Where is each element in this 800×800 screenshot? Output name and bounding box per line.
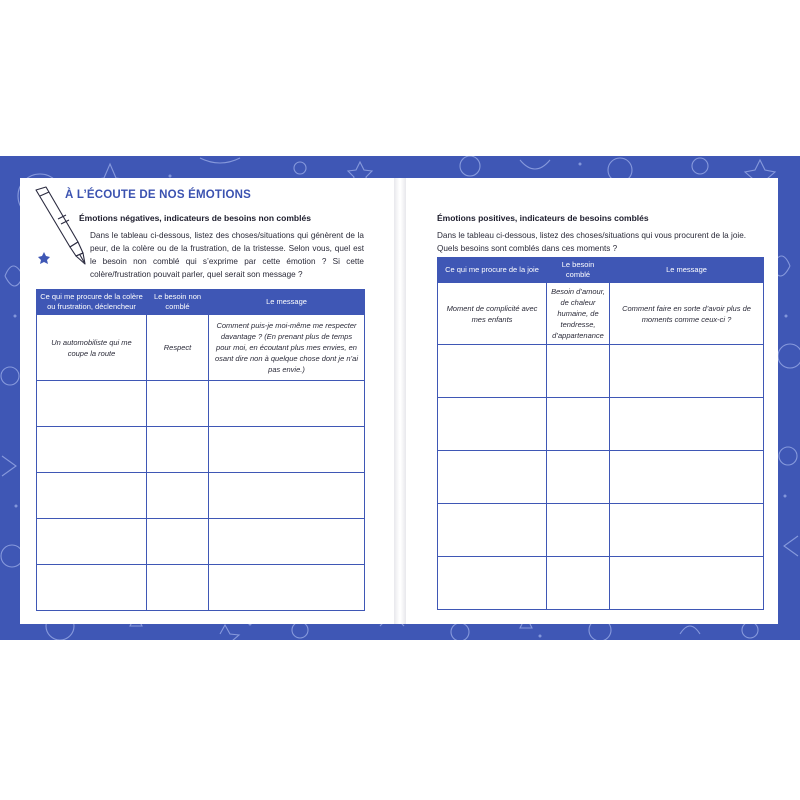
empty-cell[interactable] xyxy=(209,473,365,519)
empty-cell[interactable] xyxy=(438,504,547,557)
empty-cell[interactable] xyxy=(147,519,209,565)
column-header-need: Le besoin non comblé xyxy=(147,290,209,315)
column-header-message: Le message xyxy=(610,258,764,283)
left-subheading: Émotions négatives, indicateurs de besoins non comblés xyxy=(79,213,311,223)
empty-cell[interactable] xyxy=(610,451,764,504)
empty-cell[interactable] xyxy=(147,473,209,519)
column-header-need: Le besoin comblé xyxy=(547,258,610,283)
empty-cell[interactable] xyxy=(438,345,547,398)
empty-cell[interactable] xyxy=(610,557,764,610)
empty-cell[interactable] xyxy=(209,565,365,611)
example-need-cell: Respect xyxy=(147,315,209,381)
column-header-joy: Ce qui me procure de la joie xyxy=(438,258,547,283)
empty-cell[interactable] xyxy=(547,451,610,504)
right-subheading: Émotions positives, indicateurs de besoins comblés xyxy=(437,213,649,223)
empty-cell[interactable] xyxy=(547,504,610,557)
empty-cell[interactable] xyxy=(37,565,147,611)
empty-cell[interactable] xyxy=(547,345,610,398)
page-title: À L’ÉCOUTE DE NOS ÉMOTIONS xyxy=(65,189,252,201)
empty-cell[interactable] xyxy=(37,519,147,565)
empty-cell[interactable] xyxy=(147,427,209,473)
right-intro-text: Dans le tableau ci-dessous, listez des choses/situations qui vous procurent de la joie. Quels besoins sont comblés dans ces moments ? xyxy=(437,231,747,253)
column-header-trigger: Ce qui me procure de la colère ou frustration, déclencheur xyxy=(37,290,147,315)
empty-cell[interactable] xyxy=(547,557,610,610)
empty-cell[interactable] xyxy=(147,381,209,427)
empty-cell[interactable] xyxy=(610,504,764,557)
empty-cell[interactable] xyxy=(610,398,764,451)
empty-cell[interactable] xyxy=(438,451,547,504)
empty-cell[interactable] xyxy=(147,565,209,611)
example-message-cell: Comment puis-je moi-même me respecter davantage ? (En prenant plus de temps pour moi, en écoutant plus mes envies, en osant dire non à quelque chose dont je n’ai pas envie.) xyxy=(209,315,365,381)
example-trigger-cell: Un automobiliste qui me coupe la route xyxy=(37,315,147,381)
empty-cell[interactable] xyxy=(37,381,147,427)
book-gutter xyxy=(394,178,406,624)
empty-cell[interactable] xyxy=(438,398,547,451)
example-joy-cell: Moment de complicité avec mes enfants xyxy=(438,283,547,345)
empty-cell[interactable] xyxy=(37,473,147,519)
empty-cell[interactable] xyxy=(610,345,764,398)
empty-cell[interactable] xyxy=(37,427,147,473)
positive-emotions-table xyxy=(437,257,764,610)
empty-cell[interactable] xyxy=(209,381,365,427)
empty-cell[interactable] xyxy=(209,427,365,473)
column-header-message: Le message xyxy=(209,290,365,315)
empty-cell[interactable] xyxy=(438,557,547,610)
negative-emotions-table xyxy=(36,289,365,611)
empty-cell[interactable] xyxy=(547,398,610,451)
empty-cell[interactable] xyxy=(209,519,365,565)
left-intro-text: Dans le tableau ci-dessous, listez des choses/situations qui génèrent de la peur, de la colère ou de la frustration, de la tristesse. Selon vous, quel est le besoin non comblé qui s’exprime par cette émotion ? Si cette colère/frustration pouvait parler, quel serait son message ? xyxy=(90,231,364,279)
example-message-cell: Comment faire en sorte d’avoir plus de moments comme ceux-ci ? xyxy=(610,283,764,345)
example-need-cell: Besoin d’amour, de chaleur humaine, de tendresse, d’appartenance xyxy=(547,283,610,345)
